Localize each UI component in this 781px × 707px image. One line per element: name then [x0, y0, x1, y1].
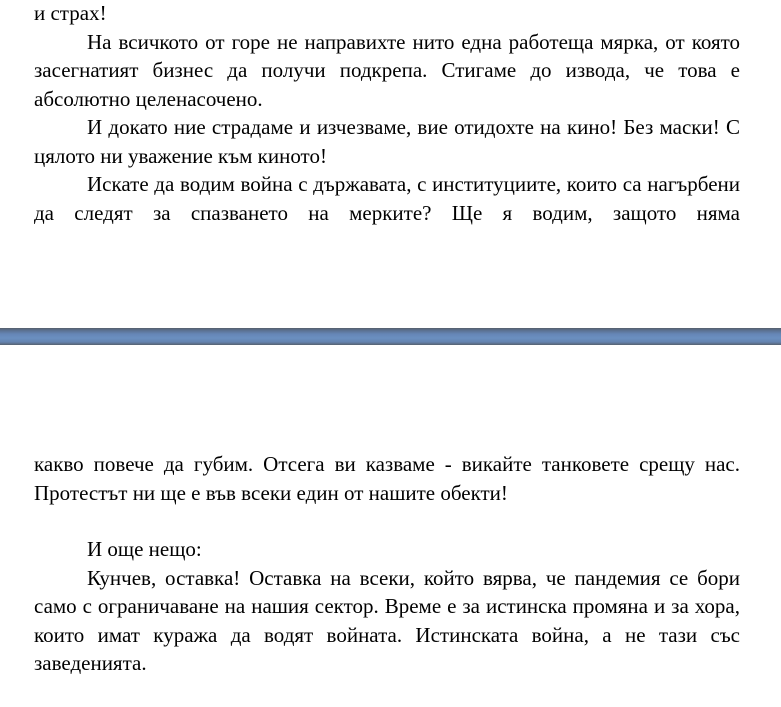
paragraph-one-more-thing[interactable]: И още нещо:: [87, 537, 202, 561]
page-top-text[interactable]: [34, 0, 740, 227]
paragraph-continuation[interactable]: и страх!: [34, 1, 107, 25]
paragraph-resignation[interactable]: Кунчев, оставка! Оставка на всеки, който вярва, че пандемия се бори само с ограничаване на нашия сектор. Време е за истинска промяна и за хора, които имат куража да водят войната. Истинската война, а не тази със заведенията.: [34, 565, 740, 675]
paragraph-war[interactable]: Искате да водим война с държавата, с институциите, които са нагърбени да следят за спазването на мерките? Ще я водим, защото няма: [34, 172, 740, 225]
page-break-separator: [0, 328, 781, 345]
document-page-top[interactable]: [0, 0, 781, 328]
paragraph-tanks[interactable]: какво повече да губим. Отсега ви казваме - викайте танковете срещу нас. Протестът ни ще е във всеки един от нашите обекти!: [34, 452, 740, 505]
page-bottom-text-1[interactable]: [34, 450, 740, 507]
paragraph-cinema[interactable]: И докато ние страдаме и изчезваме, вие отидохте на кино! Без маски! С цялото ни уважение към киното!: [34, 115, 740, 168]
paragraph-no-support[interactable]: На всичкото от горе не направихте нито една работеща мярка, от която засегнатият бизнес да получи подкрепа. Стигаме до извода, че това е абсолютно целенасочено.: [34, 29, 740, 111]
page-bottom-text-2[interactable]: [34, 535, 740, 678]
